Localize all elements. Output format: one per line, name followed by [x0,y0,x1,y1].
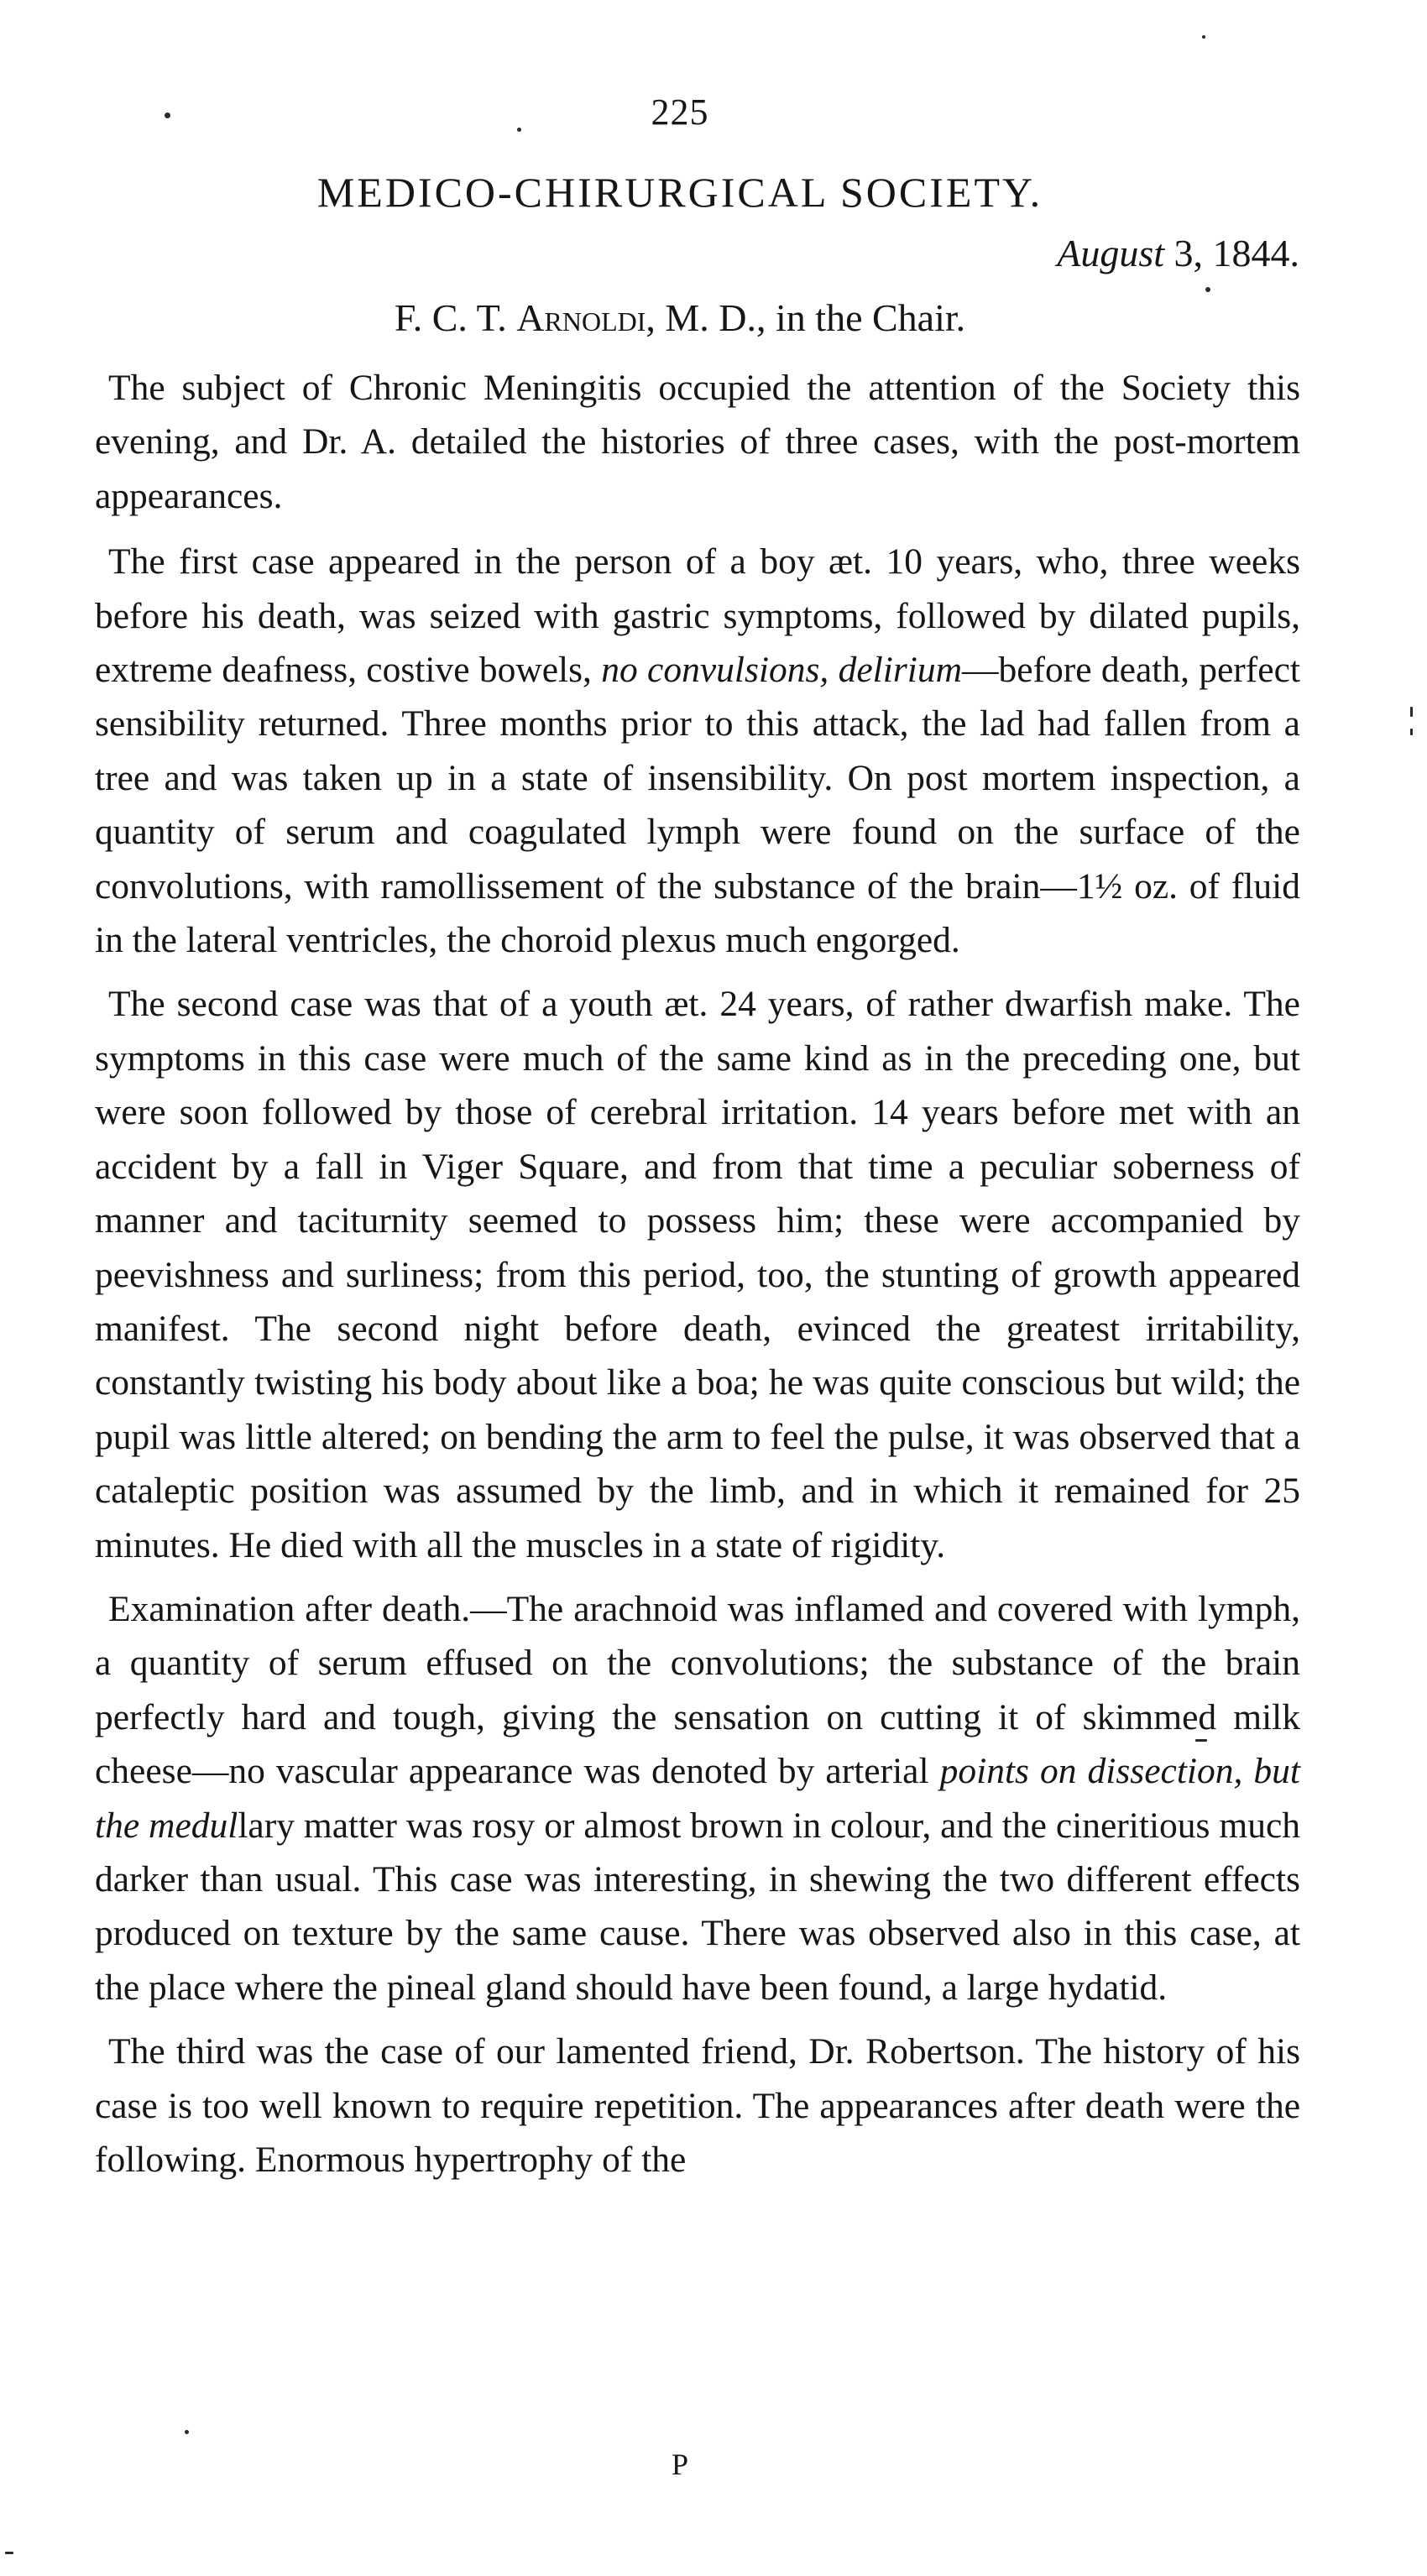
society-title: MEDICO-CHIRURGICAL SOCIETY. [316,169,1043,216]
examination-text-b: lary matter was rosy or almost brown in colour, and the cineritious much darker than usual. This case was interesting, in shewing the two different effects produced on texture by the same cause. There was observed also in this case, at the place where the pineal gland should have been found, a large hydatid. [95,1805,1300,2008]
first-case-text-b: —before death, perfect sensibility returned. Three months prior to this attack, the lad had fallen from a tree and was taken up in a state of insensibility. On post mortem inspection, a quantity of serum and coagulated lymph were found on the surface of the convolutions, with ramollissement of the substance of the brain—1½ oz. of fluid in the lateral ventricles, the choroid plexus much engorged. [95,650,1300,961]
chair-title: , M. D., in the Chair. [646,296,966,339]
examination-text-a: Examination after death.—The arachnoid was inflamed and covered with lymph, a quantity of serum effused on the convolutions; the substance of the brain perfectly hard and tough, giving the sensation on cutting it of skimmed milk cheese—no vascular appearance was denoted by arterial [95,1588,1300,1792]
page-number: 225 [651,91,709,133]
meeting-date [1057,231,1299,275]
chair-line [0,295,1360,340]
chair-surname: Arnoldi [516,296,646,339]
examination-emphasis: points on dissection, but the medul [95,1751,1300,1846]
scan-speck [1410,729,1413,735]
scan-speck [1205,287,1210,292]
signature-mark: P [671,2448,689,2481]
paragraph-second-case: The second case was that of a youth æt. 24 years, of rather dwarfish make. The symptoms in this case were much of the same kind as in the preceding one, but were soon followed by those of cerebral irritation. 14 years before met with an accident by a fall in Viger Square, and from that time a peculiar soberness of manner and taciturnity seemed to possess him; these were accompanied by peevishness and surliness; from this period, too, the stunting of growth appeared manifest. The second night before death, evinced the greatest irritability, constantly twisting his body about like a boa; he was quite conscious but wild; the pupil was little altered; on bending the arm to feel the pulse, it was observed that a cataleptic position was assumed by the limb, and in which it remained for 25 minutes. He died with all the muscles in a state of rigidity. [95,984,1300,1565]
scan-speck [1202,35,1205,39]
paragraph-introduction: The subject of Chronic Meningitis occupied the attention of the Society this evening, and Dr. A. detailed the histories of three cases, with the post-mortem appearances. [95,368,1300,516]
first-case-emphasis: no convulsions, delirium [601,650,962,691]
article-body [95,361,1300,2197]
scan-speck [165,112,170,118]
scan-speck [5,2552,13,2554]
paragraph-third-case: The third was the case of our lamented friend, Dr. Robertson. The history of his case is too well known to require repetition. The appearances after death were the following. Enormous hypertrophy of the [95,2031,1300,2180]
scan-speck [1195,1739,1207,1742]
scan-speck [517,128,521,132]
meeting-date-day-year: 3, 1844. [1164,232,1299,274]
paragraph-examination [95,1582,1300,2014]
meeting-date-month: August [1057,232,1164,274]
paragraph-first-case [95,535,1300,967]
scan-speck [185,2430,189,2434]
chair-initials: F. C. T. [394,296,517,339]
scan-speck [1410,707,1413,717]
first-case-text-a: The first case appeared in the person of a boy æt. 10 years, who, three weeks before his death, was seized with gastric symptoms, followed by dilated pupils, extreme deafness, costive bowels, [95,541,1300,691]
